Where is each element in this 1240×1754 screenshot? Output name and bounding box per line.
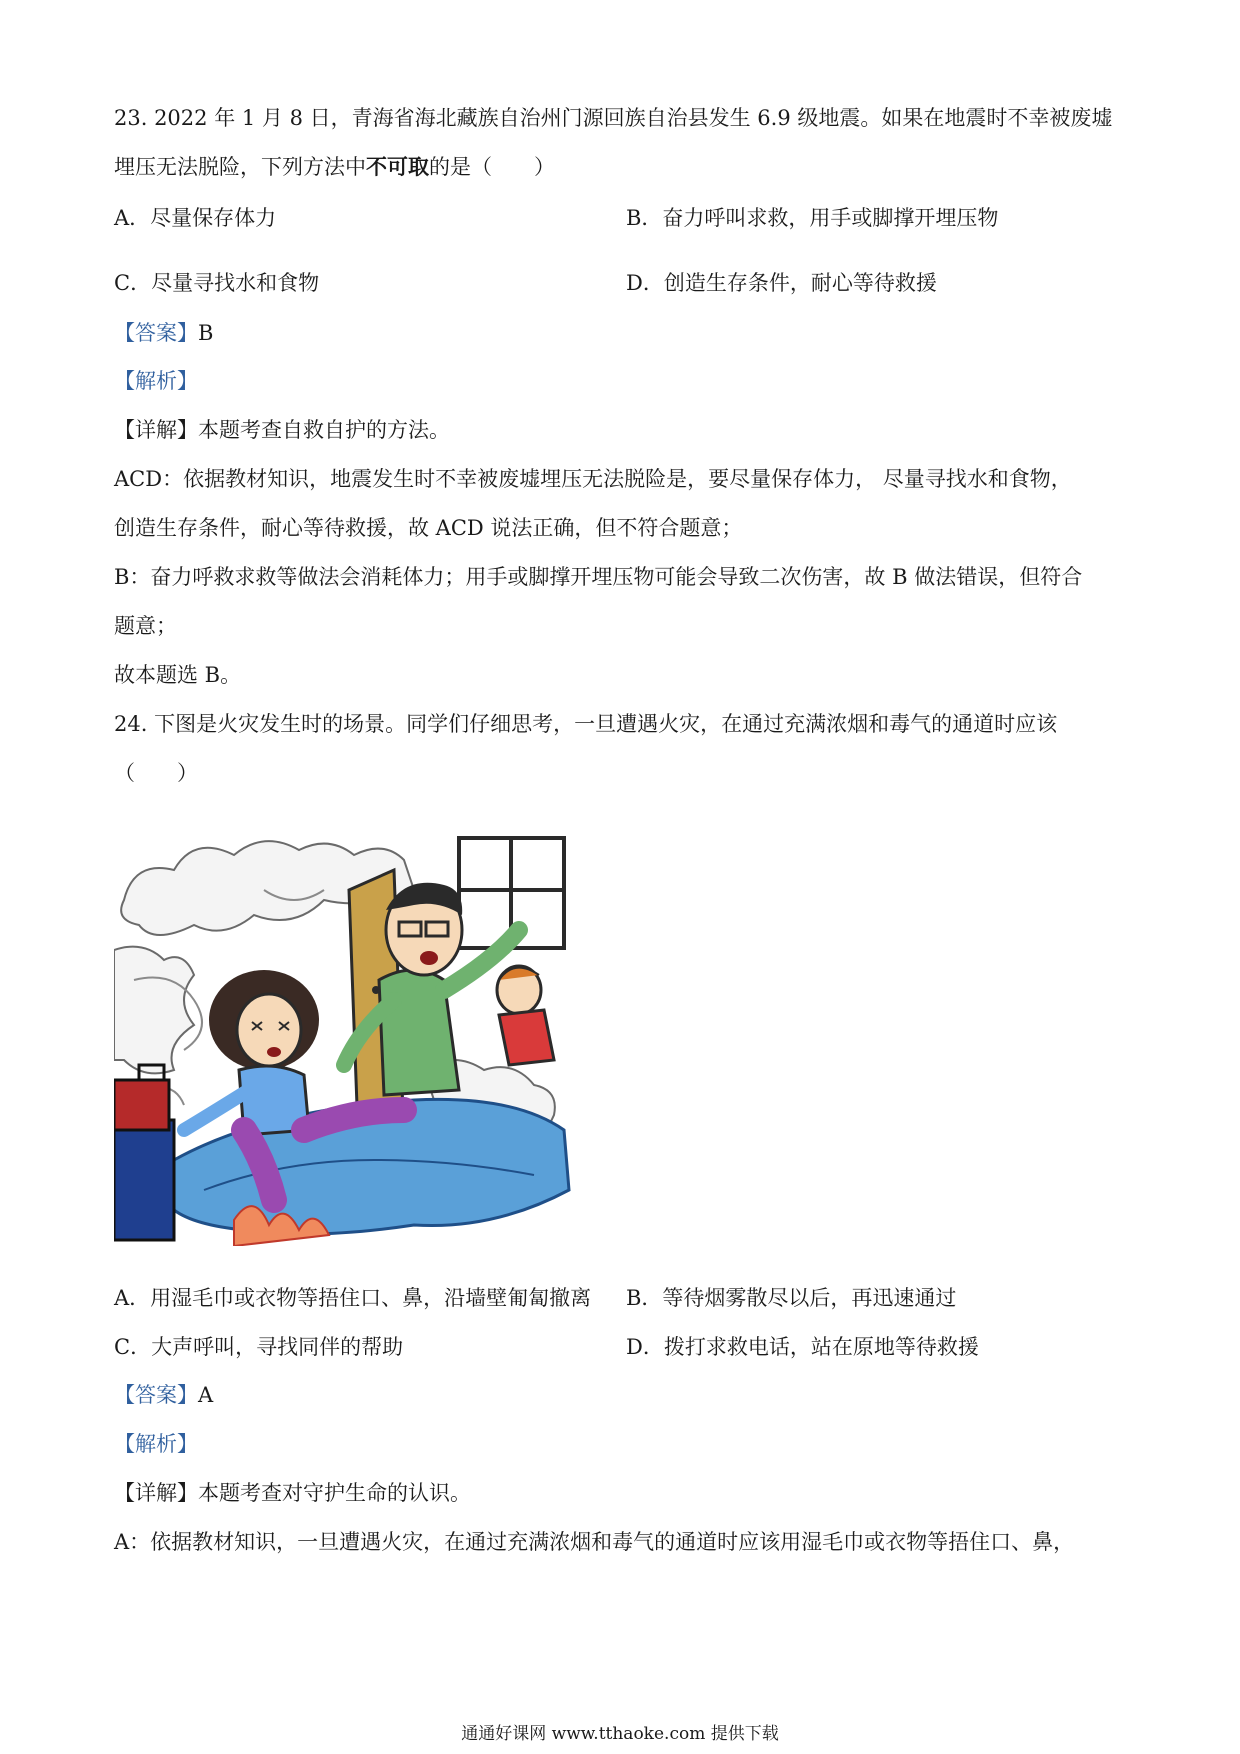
- q23-stem-emphasis: 不可取: [366, 154, 429, 179]
- q24-stem-line2: （ ）: [114, 761, 198, 785]
- q24-option-c: C．大声呼叫，寻找同伴的帮助: [114, 1335, 404, 1359]
- q23-stem-line2: [114, 152, 555, 182]
- q23-explain-acd-1: ACD：依据教材知识，地震发生时不幸被废墟埋压无法脱险是，要尽量保存体力， 尽量寻找水和食物，: [114, 467, 1072, 491]
- q24-answer-value: A: [198, 1383, 214, 1407]
- q23-stem-line1: 23. 2022 年 1 月 8 日，青海省海北藏族自治州门源回族自治县发生 6.9 级地震。如果在地震时不幸被废墟: [114, 106, 1113, 130]
- q23-answer-line: [114, 318, 213, 348]
- q24-answer-line: [114, 1380, 213, 1410]
- q23-analysis-tag: 【解析】: [114, 369, 198, 393]
- q23-option-c: C．尽量寻找水和食物: [114, 271, 320, 295]
- q23-answer-value: B: [198, 321, 214, 345]
- q24-detail-text: 本题考查对守护生命的认识。: [198, 1481, 471, 1505]
- q24-explain-a-1: A：依据教材知识，一旦遭遇火灾，在通过充满浓烟和毒气的通道时应该用湿毛巾或衣物等捂住口、鼻，: [114, 1530, 1075, 1554]
- q23-option-a: A．尽量保存体力: [114, 206, 277, 230]
- q23-explain-acd-2: 创造生存条件，耐心等待救援，故 ACD 说法正确，但不符合题意；: [114, 516, 743, 540]
- page-footer: 通通好课网 www.tthaoke.com 提供下载: [461, 1724, 779, 1744]
- q23-detail-tag: 【详解】: [114, 418, 198, 442]
- q24-stem-line1: 24. 下图是火灾发生时的场景。同学们仔细思考，一旦遭遇火灾，在通过充满浓烟和毒气的通道时应该: [114, 712, 1058, 736]
- q23-option-b: B．奋力呼叫求救，用手或脚撑开埋压物: [626, 206, 999, 230]
- q23-stem-post: 的是（ ）: [429, 155, 555, 179]
- q23-option-d: D．创造生存条件，耐心等待救援: [626, 271, 937, 295]
- q23-stem-pre: 埋压无法脱险，下列方法中: [114, 155, 366, 179]
- q23-explain-b-2: 题意；: [114, 614, 177, 638]
- q23-detail-line: [114, 415, 450, 445]
- q24-option-a: A．用湿毛巾或衣物等捂住口、鼻，沿墙壁匍匐撤离: [114, 1286, 592, 1310]
- q23-conclusion: 故本题选 B。: [114, 663, 242, 687]
- q24-answer-tag: 【答案】: [114, 1383, 198, 1407]
- q24-detail-line: [114, 1478, 471, 1508]
- q23-detail-text: 本题考查自救自护的方法。: [198, 418, 450, 442]
- fire-escape-cartoon-icon: [114, 830, 574, 1246]
- q24-analysis-tag: 【解析】: [114, 1432, 198, 1456]
- q24-option-d: D．拨打求救电话，站在原地等待救援: [626, 1335, 979, 1359]
- q23-explain-b-1: B：奋力呼救求救等做法会消耗体力；用手或脚撑开埋压物可能会导致二次伤害，故 B 做法错误，但符合: [114, 565, 1083, 589]
- q24-detail-tag: 【详解】: [114, 1481, 198, 1505]
- q24-option-b: B．等待烟雾散尽以后，再迅速通过: [626, 1286, 957, 1310]
- q23-answer-tag: 【答案】: [114, 321, 198, 345]
